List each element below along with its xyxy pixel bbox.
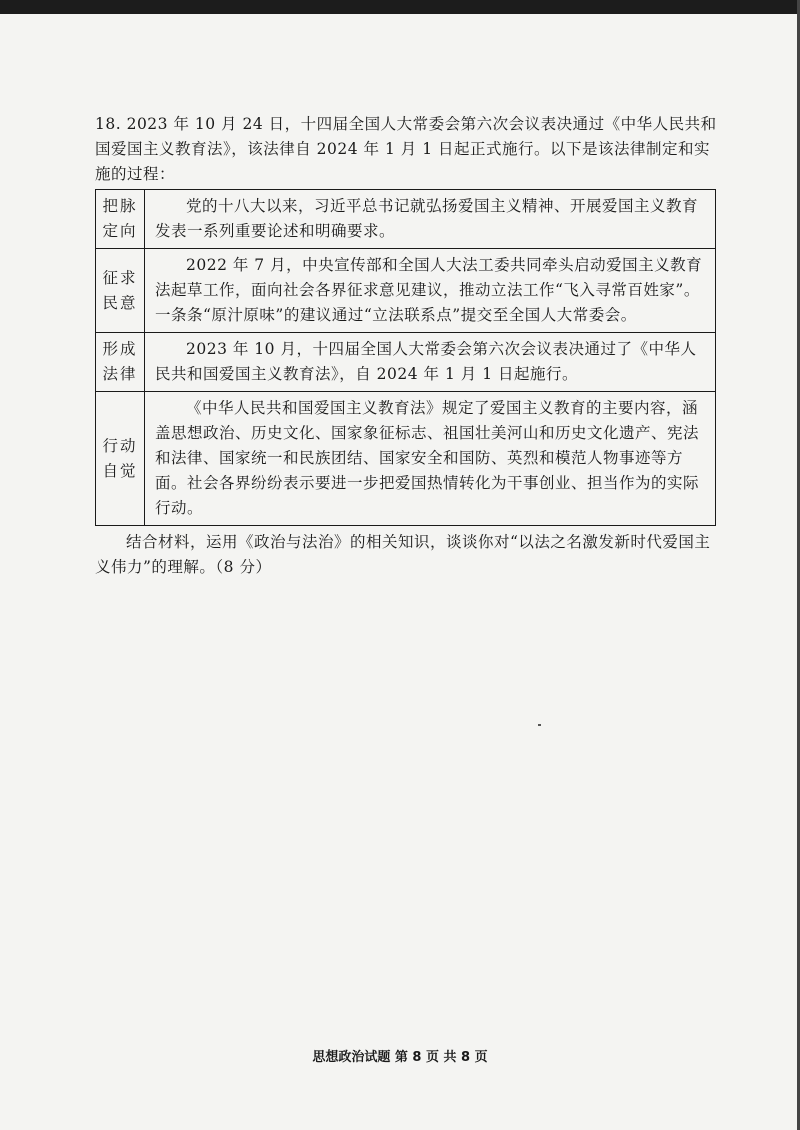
page-footer: 思想政治试题 第 8 页 共 8 页: [312, 1050, 488, 1065]
question-prompt: 结合材料，运用《政治与法治》的相关知识，谈谈你对“以法之名激发新时代爱国主义伟力”的理解。（8 分）: [95, 533, 711, 576]
scan-border-top: [0, 0, 800, 14]
question-intro: 18. 2023 年 10 月 24 日，十四届全国人大常委会第六次会议表决通过《中华人民共和国爱国主义教育法》，该法律自 2024 年 1 月 1 日起正式施行。以下是该法律制定和实施的过程：: [95, 115, 717, 183]
table-row: [96, 190, 716, 249]
question-block: [95, 112, 720, 580]
table-row: [96, 392, 716, 526]
process-table: [95, 189, 716, 526]
row-label: 征求民意: [96, 249, 145, 333]
row-text: 党的十八大以来，习近平总书记就弘扬爱国主义精神、开展爱国主义教育发表一系列重要论述和明确要求。: [145, 190, 716, 249]
row-text: 2023 年 10 月，十四届全国人大常委会第六次会议表决通过了《中华人民共和国爱国主义教育法》，自 2024 年 1 月 1 日起施行。: [145, 333, 716, 392]
scan-speck: [538, 724, 541, 726]
table-row: [96, 249, 716, 333]
row-label: 把脉定向: [96, 190, 145, 249]
row-label: 行动自觉: [96, 392, 145, 526]
row-text: 《中华人民共和国爱国主义教育法》规定了爱国主义教育的主要内容，涵盖思想政治、历史文化、国家象征标志、祖国壮美河山和历史文化遗产、宪法和法律、国家统一和民族团结、国家安全和国防、英烈和模范人物事迹等方面。社会各界纷纷表示要进一步把爱国热情转化为干事创业、担当作为的实际行动。: [145, 392, 716, 526]
row-text: 2022 年 7 月，中央宣传部和全国人大法工委共同牵头启动爱国主义教育法起草工作，面向社会各界征求意见建议，推动立法工作“飞入寻常百姓家”。一条条“原汁原味”的建议通过“立法联系点”提交至全国人大常委会。: [145, 249, 716, 333]
table-row: [96, 333, 716, 392]
row-label: 形成法律: [96, 333, 145, 392]
